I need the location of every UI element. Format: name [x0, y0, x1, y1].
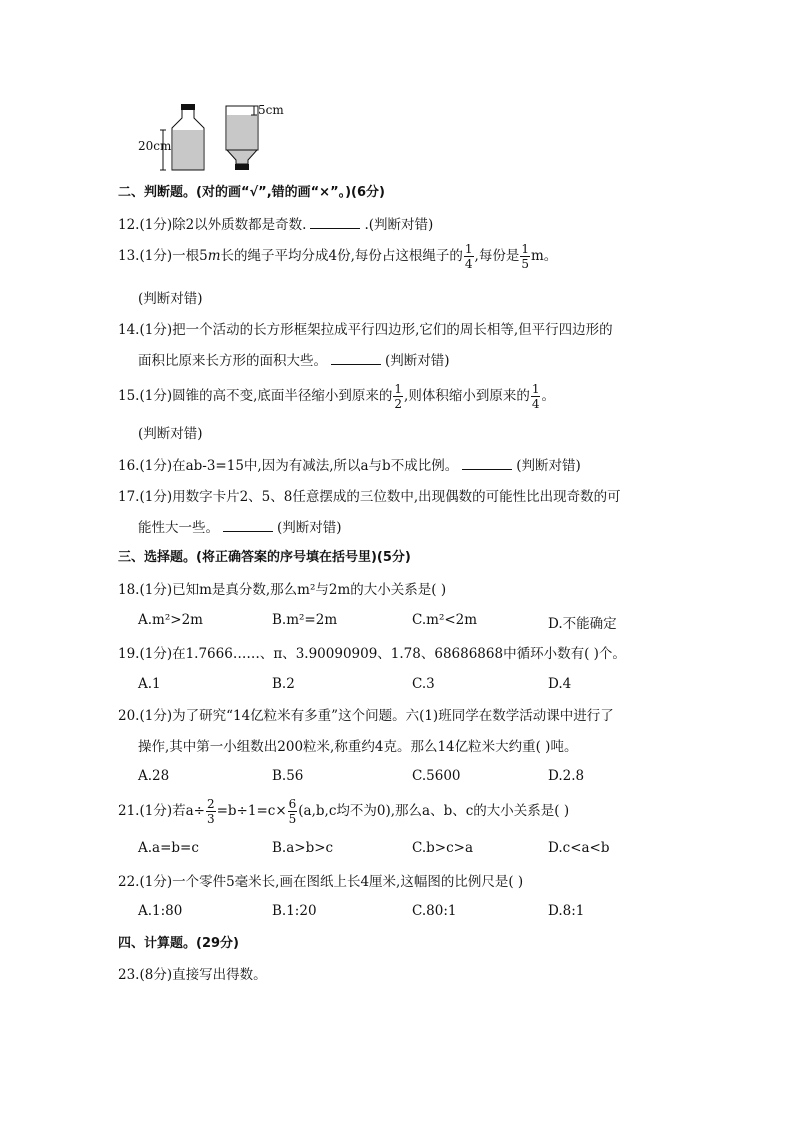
question-15: 15.(1分)圆锥的高不变,底面半径缩小到原来的 $\frac{1}{2}$ ,则体积缩小到原来的 $\frac{1}{4}$ 。 — [118, 382, 555, 411]
q19-option-a[interactable]: A.1 — [138, 676, 161, 692]
right-height-label: 5cm — [258, 103, 284, 117]
question-20-cont: 操作,其中第一小组数出200粒米,称重约4克。那么14亿粒米大约重( )吨。 — [138, 739, 578, 755]
left-bottle-cap — [181, 104, 195, 110]
q22-option-a[interactable]: A.1:80 — [138, 903, 183, 919]
q22-option-d[interactable]: D.8:1 — [548, 903, 585, 919]
question-17-cont: 能性大一些。 (判断对错) — [138, 517, 342, 537]
q18-option-d[interactable]: D.不能确定 — [548, 616, 617, 632]
left-bottle-water — [173, 130, 203, 170]
section-2-title: 二、判断题。(对的画“√”,错的画“×”。)(6分) — [118, 185, 385, 200]
question-22: 22.(1分)一个零件5毫米长,画在图纸上长4厘米,这幅图的比例尺是( ) — [118, 874, 524, 890]
q22-option-b[interactable]: B.1:20 — [272, 903, 317, 919]
right-bottle-cap — [235, 164, 249, 170]
q20-option-b[interactable]: B.56 — [272, 768, 304, 784]
question-15-cont: (判断对错) — [138, 426, 203, 442]
answer-blank-14[interactable] — [331, 350, 381, 365]
q18-option-a[interactable]: A.m²>2m — [138, 612, 203, 628]
left-height-label: 20cm — [138, 139, 172, 153]
question-14: 14.(1分)把一个活动的长方形框架拉成平行四边形,它们的周长相等,但平行四边形的 — [118, 322, 613, 338]
fraction-one-quarter-2: $\frac{1}{4}$ — [531, 382, 540, 411]
q20-option-d[interactable]: D.2.8 — [548, 768, 585, 784]
fraction-one-quarter: $\frac{1}{4}$ — [464, 242, 473, 271]
q18-option-b[interactable]: B.m²=2m — [272, 612, 338, 628]
question-12: 12.(1分)除2以外质数都是奇数. .(判断对错) — [118, 214, 433, 234]
answer-blank-12[interactable] — [310, 214, 360, 229]
q19-option-d[interactable]: D.4 — [548, 676, 572, 692]
q21-option-a[interactable]: A.a=b=c — [138, 840, 199, 856]
fraction-six-fifths: $\frac{6}{5}$ — [288, 797, 297, 826]
q20-option-c[interactable]: C.5600 — [412, 768, 461, 784]
q19-option-b[interactable]: B.2 — [272, 676, 295, 692]
q22-option-c[interactable]: C.80:1 — [412, 903, 457, 919]
right-bottle-water — [227, 115, 257, 150]
question-19: 19.(1分)在1.7666……、π、3.90090909、1.78、68686868中循环小数有( )个。 — [118, 646, 626, 662]
q18-option-c[interactable]: C.m²<2m — [412, 612, 478, 628]
question-13-cont: (判断对错) — [138, 291, 203, 307]
q21-option-b[interactable]: B.a>b>c — [272, 840, 334, 856]
section-4-title: 四、计算题。(29分) — [118, 936, 239, 951]
right-bottle-neck — [227, 150, 257, 164]
answer-blank-16[interactable] — [462, 455, 512, 470]
fraction-one-half: $\frac{1}{2}$ — [394, 382, 403, 411]
question-23: 23.(8分)直接写出得数。 — [118, 967, 267, 983]
question-18: 18.(1分)已知m是真分数,那么m²与2m的大小关系是( ) — [118, 582, 447, 598]
bottle-figure — [130, 98, 300, 176]
fraction-two-thirds: $\frac{2}{3}$ — [206, 797, 215, 826]
answer-blank-17[interactable] — [223, 517, 273, 532]
question-21: 21.(1分)若a÷ $\frac{2}{3}$ =b÷1=c× $\frac{6}{5}$ (a,b,c均不为0),那么a、b、c的大小关系是( ) — [118, 797, 570, 826]
q19-option-c[interactable]: C.3 — [412, 676, 435, 692]
q21-option-d[interactable]: D.c<a<b — [548, 840, 610, 856]
question-13: 13.(1分)一根5m长的绳子平均分成4份,每份占这根绳子的 $\frac{1}{4}$ ,每份是 $\frac{1}{5}$ m。 — [118, 242, 558, 271]
question-20: 20.(1分)为了研究“14亿粒米有多重”这个问题。六(1)班同学在数学活动课中进行了 — [118, 708, 614, 724]
question-14-cont: 面积比原来长方形的面积大些。 (判断对错) — [138, 350, 450, 370]
section-3-title: 三、选择题。(将正确答案的序号填在括号里)(5分) — [118, 550, 411, 565]
question-17: 17.(1分)用数字卡片2、5、8任意摆成的三位数中,出现偶数的可能性比出现奇数的可 — [118, 489, 621, 505]
fraction-one-fifth: $\frac{1}{5}$ — [521, 242, 529, 271]
q20-option-a[interactable]: A.28 — [138, 768, 170, 784]
question-16: 16.(1分)在ab-3=15中,因为有减法,所以a与b不成比例。 (判断对错) — [118, 455, 581, 475]
q21-option-c[interactable]: C.b>c>a — [412, 840, 474, 856]
